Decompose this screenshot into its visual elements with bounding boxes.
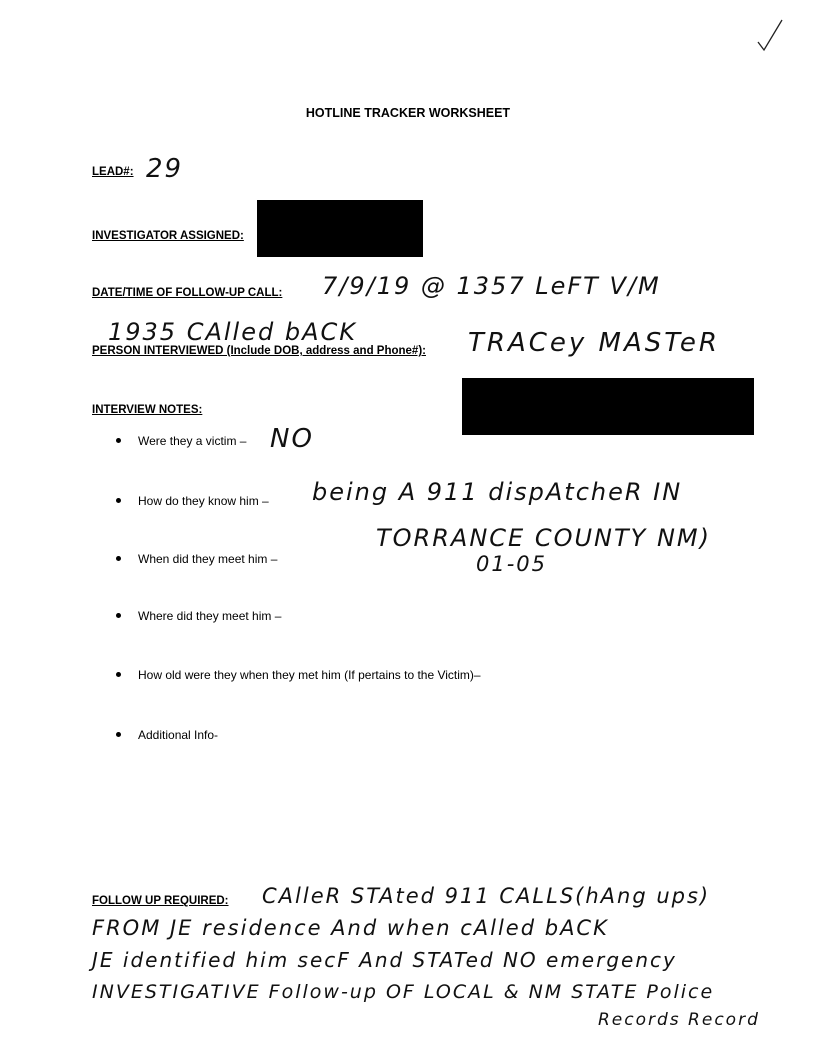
- note-question: When did they meet him –: [138, 552, 278, 566]
- note-question: Where did they meet him –: [138, 609, 282, 623]
- note-item: [116, 434, 246, 448]
- lead-value: 29: [146, 154, 184, 184]
- note-answer-2: 01-05: [476, 552, 548, 576]
- note-question: How old were they when they met him (If pertains to the Victim)–: [138, 668, 481, 682]
- bullet-icon: [116, 556, 121, 561]
- note-item: [116, 552, 277, 566]
- followup-line: INVESTIGATIVE Follow-up OF LOCAL & NM STATE Police: [92, 981, 715, 1003]
- followup-line: FROM JE residence And when cAlled bACK: [92, 916, 609, 940]
- person-interviewed-value: TRACey MASTeR: [468, 328, 720, 358]
- bullet-icon: [116, 672, 121, 677]
- followup-call-value-2: 1935 CAlled bACK: [108, 318, 357, 346]
- followup-required-label: FOLLOW UP REQUIRED:: [92, 895, 229, 907]
- followup-call-label: DATE/TIME OF FOLLOW-UP CALL:: [92, 287, 283, 299]
- bullet-icon: [116, 438, 121, 443]
- check-mark-icon: [752, 16, 792, 56]
- note-question: Additional Info-: [138, 728, 219, 742]
- note-question: How do they know him –: [138, 494, 269, 508]
- note-item: [116, 728, 218, 742]
- note-question: Were they a victim –: [138, 434, 247, 448]
- note-answer: being A 911 dispAtcheR IN: [312, 478, 683, 506]
- investigator-label: INVESTIGATOR ASSIGNED:: [92, 230, 244, 242]
- interview-notes-label: INTERVIEW NOTES:: [92, 404, 203, 416]
- note-answer: TORRANCE COUNTY NM): [376, 524, 711, 552]
- note-item: [116, 609, 281, 623]
- redaction-box: [462, 378, 754, 435]
- lead-label: LEAD#:: [92, 166, 134, 178]
- bullet-icon: [116, 732, 121, 737]
- page-title: HOTLINE TRACKER WORKSHEET: [305, 106, 511, 120]
- bullet-icon: [116, 498, 121, 503]
- person-interviewed-label: PERSON INTERVIEWED (Include DOB, address and Phone#):: [92, 345, 426, 357]
- note-answer: NO: [270, 424, 314, 454]
- bullet-icon: [116, 613, 121, 618]
- followup-call-value: 7/9/19 @ 1357 LeFT V/M: [322, 272, 661, 300]
- note-item: [116, 494, 269, 508]
- redaction-box: [257, 200, 423, 257]
- note-item: [116, 668, 481, 682]
- followup-line: JE identified him secF And STATed NO emergency: [92, 948, 677, 972]
- followup-line: CAlleR STAted 911 CALLS(hAng ups): [262, 884, 711, 908]
- followup-line: Records Record: [598, 1010, 760, 1030]
